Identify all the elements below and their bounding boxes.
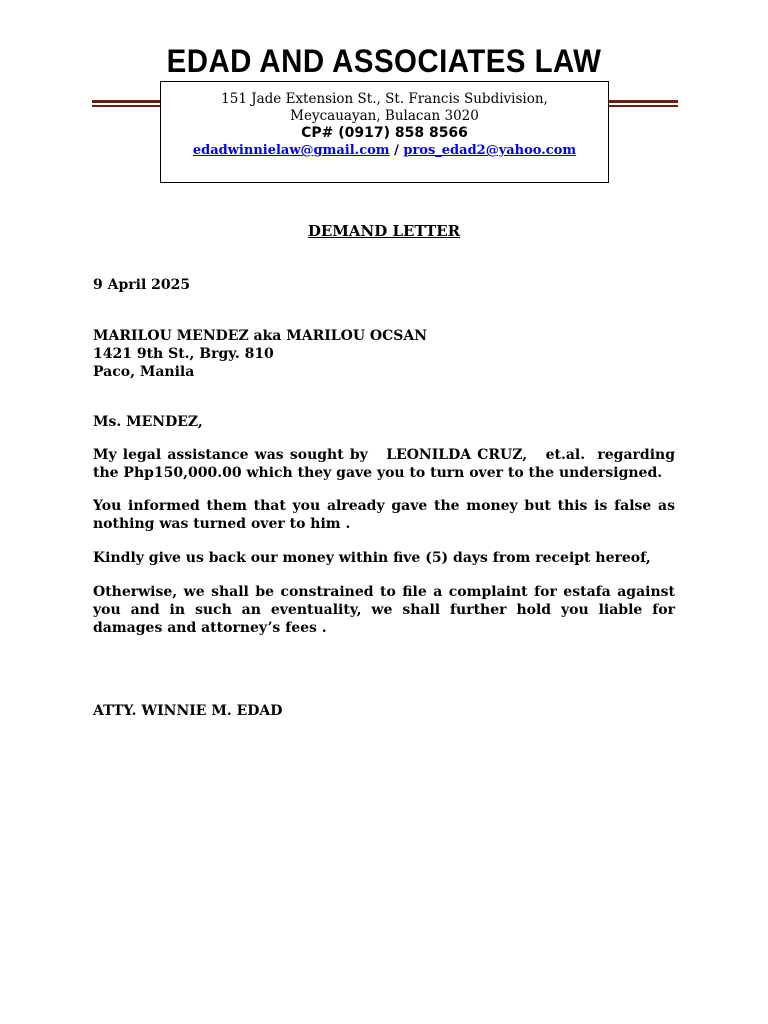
signatory-name: ATTY. WINNIE M. EDAD: [93, 703, 283, 719]
address-line-2: Meycauayan, Bulacan 3020: [290, 108, 479, 124]
recipient-name: MARILOU MENDEZ aka MARILOU OCSAN: [93, 328, 428, 344]
letterhead-rule-left: [92, 100, 162, 107]
body-paragraph-2: You informed them that you already gave the money but this is false as nothing was turned over to him .: [93, 498, 675, 532]
recipient-street: 1421 9th St., Brgy. 810: [93, 346, 274, 362]
firm-name: EDAD AND ASSOCIATES LAW: [166, 43, 602, 79]
salutation: Ms. MENDEZ,: [93, 414, 203, 430]
email-link-yahoo[interactable]: pros_edad2@yahoo.com: [403, 143, 577, 158]
document-title: DEMAND LETTER: [307, 222, 461, 240]
email-link-gmail[interactable]: edadwinnielaw@gmail.com: [192, 143, 390, 158]
letter-date: 9 April 2025: [93, 277, 191, 293]
address-line-1: 151 Jade Extension St., St. Francis Subdivision,: [221, 91, 548, 107]
body-paragraph-1: My legal assistance was sought by LEONILDA CRUZ, et.al. regarding the Php150,000.00 which they gave you to turn over to the undersigned.: [93, 447, 680, 481]
letterhead-rule-right: [608, 100, 678, 107]
letterhead-address-box: [160, 81, 609, 183]
email-line: [161, 142, 608, 159]
email-separator: /: [389, 143, 404, 158]
phone-number: CP# (0917) 858 8566: [301, 125, 468, 141]
recipient-city: Paco, Manila: [93, 364, 195, 380]
body-paragraph-3: Kindly give us back our money within five (5) days from receipt hereof,: [93, 550, 651, 566]
recipient-address: [93, 327, 675, 381]
body-paragraph-4: Otherwise, we shall be constrained to file a complaint for estafa against you and in such an eventuality, we shall further hold you liable for damages and attorney’s fees .: [93, 584, 675, 636]
